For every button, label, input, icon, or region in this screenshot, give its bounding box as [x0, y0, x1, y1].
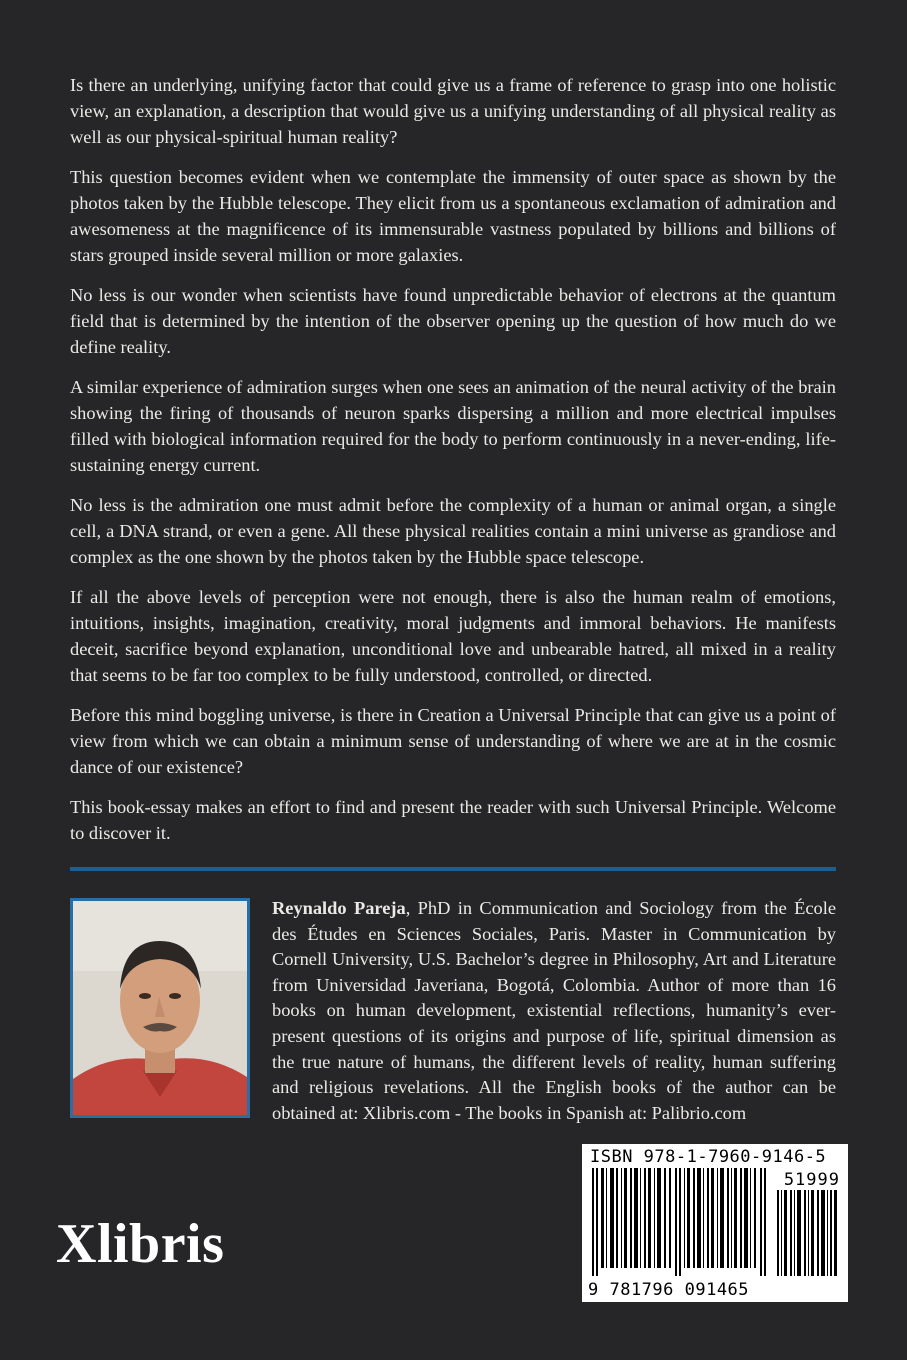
author-portrait-illustration — [73, 901, 247, 1115]
author-bio — [272, 896, 836, 1126]
isbn-barcode — [582, 1144, 848, 1302]
blurb-paragraph-6: If all the above levels of perception were not enough, there is also the human realm of emotions, intuitions, insights, imagination, creativity, moral judgments and immoral behaviors. He manifests deceit, sacrifice beyond explanation, unconditional love and unbearable hatred, all mixed in a reality that seems to be far too complex to be fully understood, controlled, or directed. — [70, 587, 836, 685]
blurb-paragraph-1: Is there an underlying, unifying factor that could give us a frame of reference to grasp into one holistic view, an explanation, a description that would give us a unifying understanding of all physical reality as well as our physical-spiritual human reality? — [70, 75, 836, 147]
blurb-paragraph-7: Before this mind boggling universe, is there in Creation a Universal Principle that can give us a point of view from which we can obtain a minimum sense of understanding of where we are at in the cosmic dance of our existence? — [70, 705, 836, 777]
author-name: Reynaldo Pareja — [272, 898, 406, 918]
blurb-paragraph-3: No less is our wonder when scientists have found unpredictable behavior of electrons at the quantum field that is determined by the intention of the observer opening up the question of how much do we define reality. — [70, 285, 836, 357]
isbn-text: ISBN 978-1-7960-9146-5 — [590, 1147, 827, 1167]
price-code: 51999 — [783, 1170, 840, 1190]
blurb-paragraph-8: This book-essay makes an effort to find and present the reader with such Universal Principle. Welcome to discover it. — [70, 797, 836, 843]
back-cover-blurb — [70, 72, 836, 860]
blurb-paragraph-5: No less is the admiration one must admit before the complexity of a human or animal organ, a single cell, a DNA strand, or even a gene. All these physical realities contain a mini universe as grandiose and complex as the one shown by the photos taken by the Hubble space telescope. — [70, 495, 836, 567]
price-barcode-bars — [776, 1190, 840, 1276]
blurb-paragraph-4: A similar experience of admiration surges when one sees an animation of the neural activity of the brain showing the firing of thousands of neuron sparks dispersing a million and more electrical impulses filled with biological information required for the body to perform continuously in a never-ending, life-sustaining energy current. — [70, 377, 836, 475]
blurb-paragraph-2: This question becomes evident when we contemplate the immensity of outer space as shown by the photos taken by the Hubble telescope. They elicit from us a spontaneous exclamation of admiration and awesomeness at the magnificence of its immensurable vastness populated by billions and billions of stars grouped inside several million or more galaxies. — [70, 167, 836, 265]
author-bio-text: , PhD in Communication and Sociology from the École des Études en Sciences Sociales, Paris. Master in Communication by Cornell University, U.S. Bachelor’s degree in Philosophy, Art and Literature from Universidad Javeriana, Bogotá, Colombia. Author of more than 16 books on human development, existential reflections, humanity’s ever-present questions of its origins and purpose of life, spiritual dimension as the true nature of humans, the different levels of reality, human suffering and religious revelations. All the English books of the author can be obtained at: Xlibris.com - The books in Spanish at: Palibrio.com — [272, 898, 836, 1123]
section-divider — [70, 867, 836, 871]
ean-number: 9 781796 091465 — [588, 1280, 750, 1300]
publisher-logo: Xlibris — [56, 1213, 225, 1275]
ean-barcode-bars — [590, 1168, 768, 1276]
author-photo — [70, 898, 250, 1118]
